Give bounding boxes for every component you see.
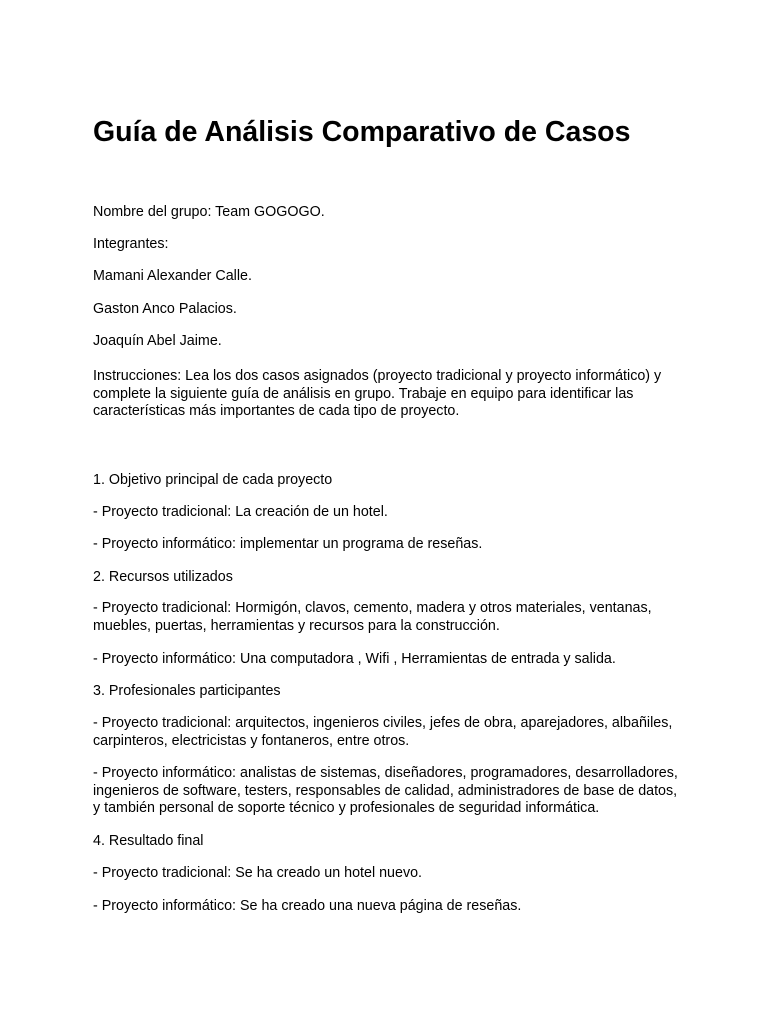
document-title: Guía de Análisis Comparativo de Casos: [93, 116, 631, 148]
section-heading: 4. Resultado final: [93, 833, 204, 849]
section-item: - Proyecto informático: Se ha creado una nueva página de reseñas.: [93, 898, 522, 914]
section-item: - Proyecto tradicional: La creación de un hotel.: [93, 504, 388, 520]
section-heading: 2. Recursos utilizados: [93, 569, 233, 585]
section-item: - Proyecto informático: analistas de sistemas, diseñadores, programadores, desarrolladores, ingenieros de software, testers, responsables de calidad, administradores de base de datos, y también personal de soporte técnico y profesionales de seguridad informática.: [93, 765, 678, 816]
instructions-paragraph: Instrucciones: Lea los dos casos asignados (proyecto tradicional y proyecto informático) y complete la siguiente guía de análisis en grupo. Trabaje en equipo para identificar las características más importantes de cada tipo de proyecto.: [93, 368, 662, 419]
section-heading: 3. Profesionales participantes: [93, 683, 281, 699]
members-label: Integrantes:: [93, 236, 169, 252]
section-item: - Proyecto tradicional: Se ha creado un hotel nuevo.: [93, 865, 423, 881]
section-item: - Proyecto informático: Una computadora , Wifi , Herramientas de entrada y salida.: [93, 651, 616, 667]
group-name: Nombre del grupo: Team GOGOGO.: [93, 204, 325, 220]
member-item: Gaston Anco Palacios.: [93, 301, 237, 317]
section-heading: 1. Objetivo principal de cada proyecto: [93, 472, 333, 488]
document-page: [93, 0, 683, 1024]
member-item: Mamani Alexander Calle.: [93, 268, 252, 284]
section-item: - Proyecto informático: implementar un programa de reseñas.: [93, 536, 483, 552]
section-item: - Proyecto tradicional: arquitectos, ingenieros civiles, jefes de obra, aparejadores, albañiles, carpinteros, electricistas y fontaneros, entre otros.: [93, 715, 673, 749]
member-item: Joaquín Abel Jaime.: [93, 333, 222, 349]
section-item: - Proyecto tradicional: Hormigón, clavos, cemento, madera y otros materiales, ventanas, muebles, puertas, herramientas y recursos para la construcción.: [93, 600, 652, 634]
